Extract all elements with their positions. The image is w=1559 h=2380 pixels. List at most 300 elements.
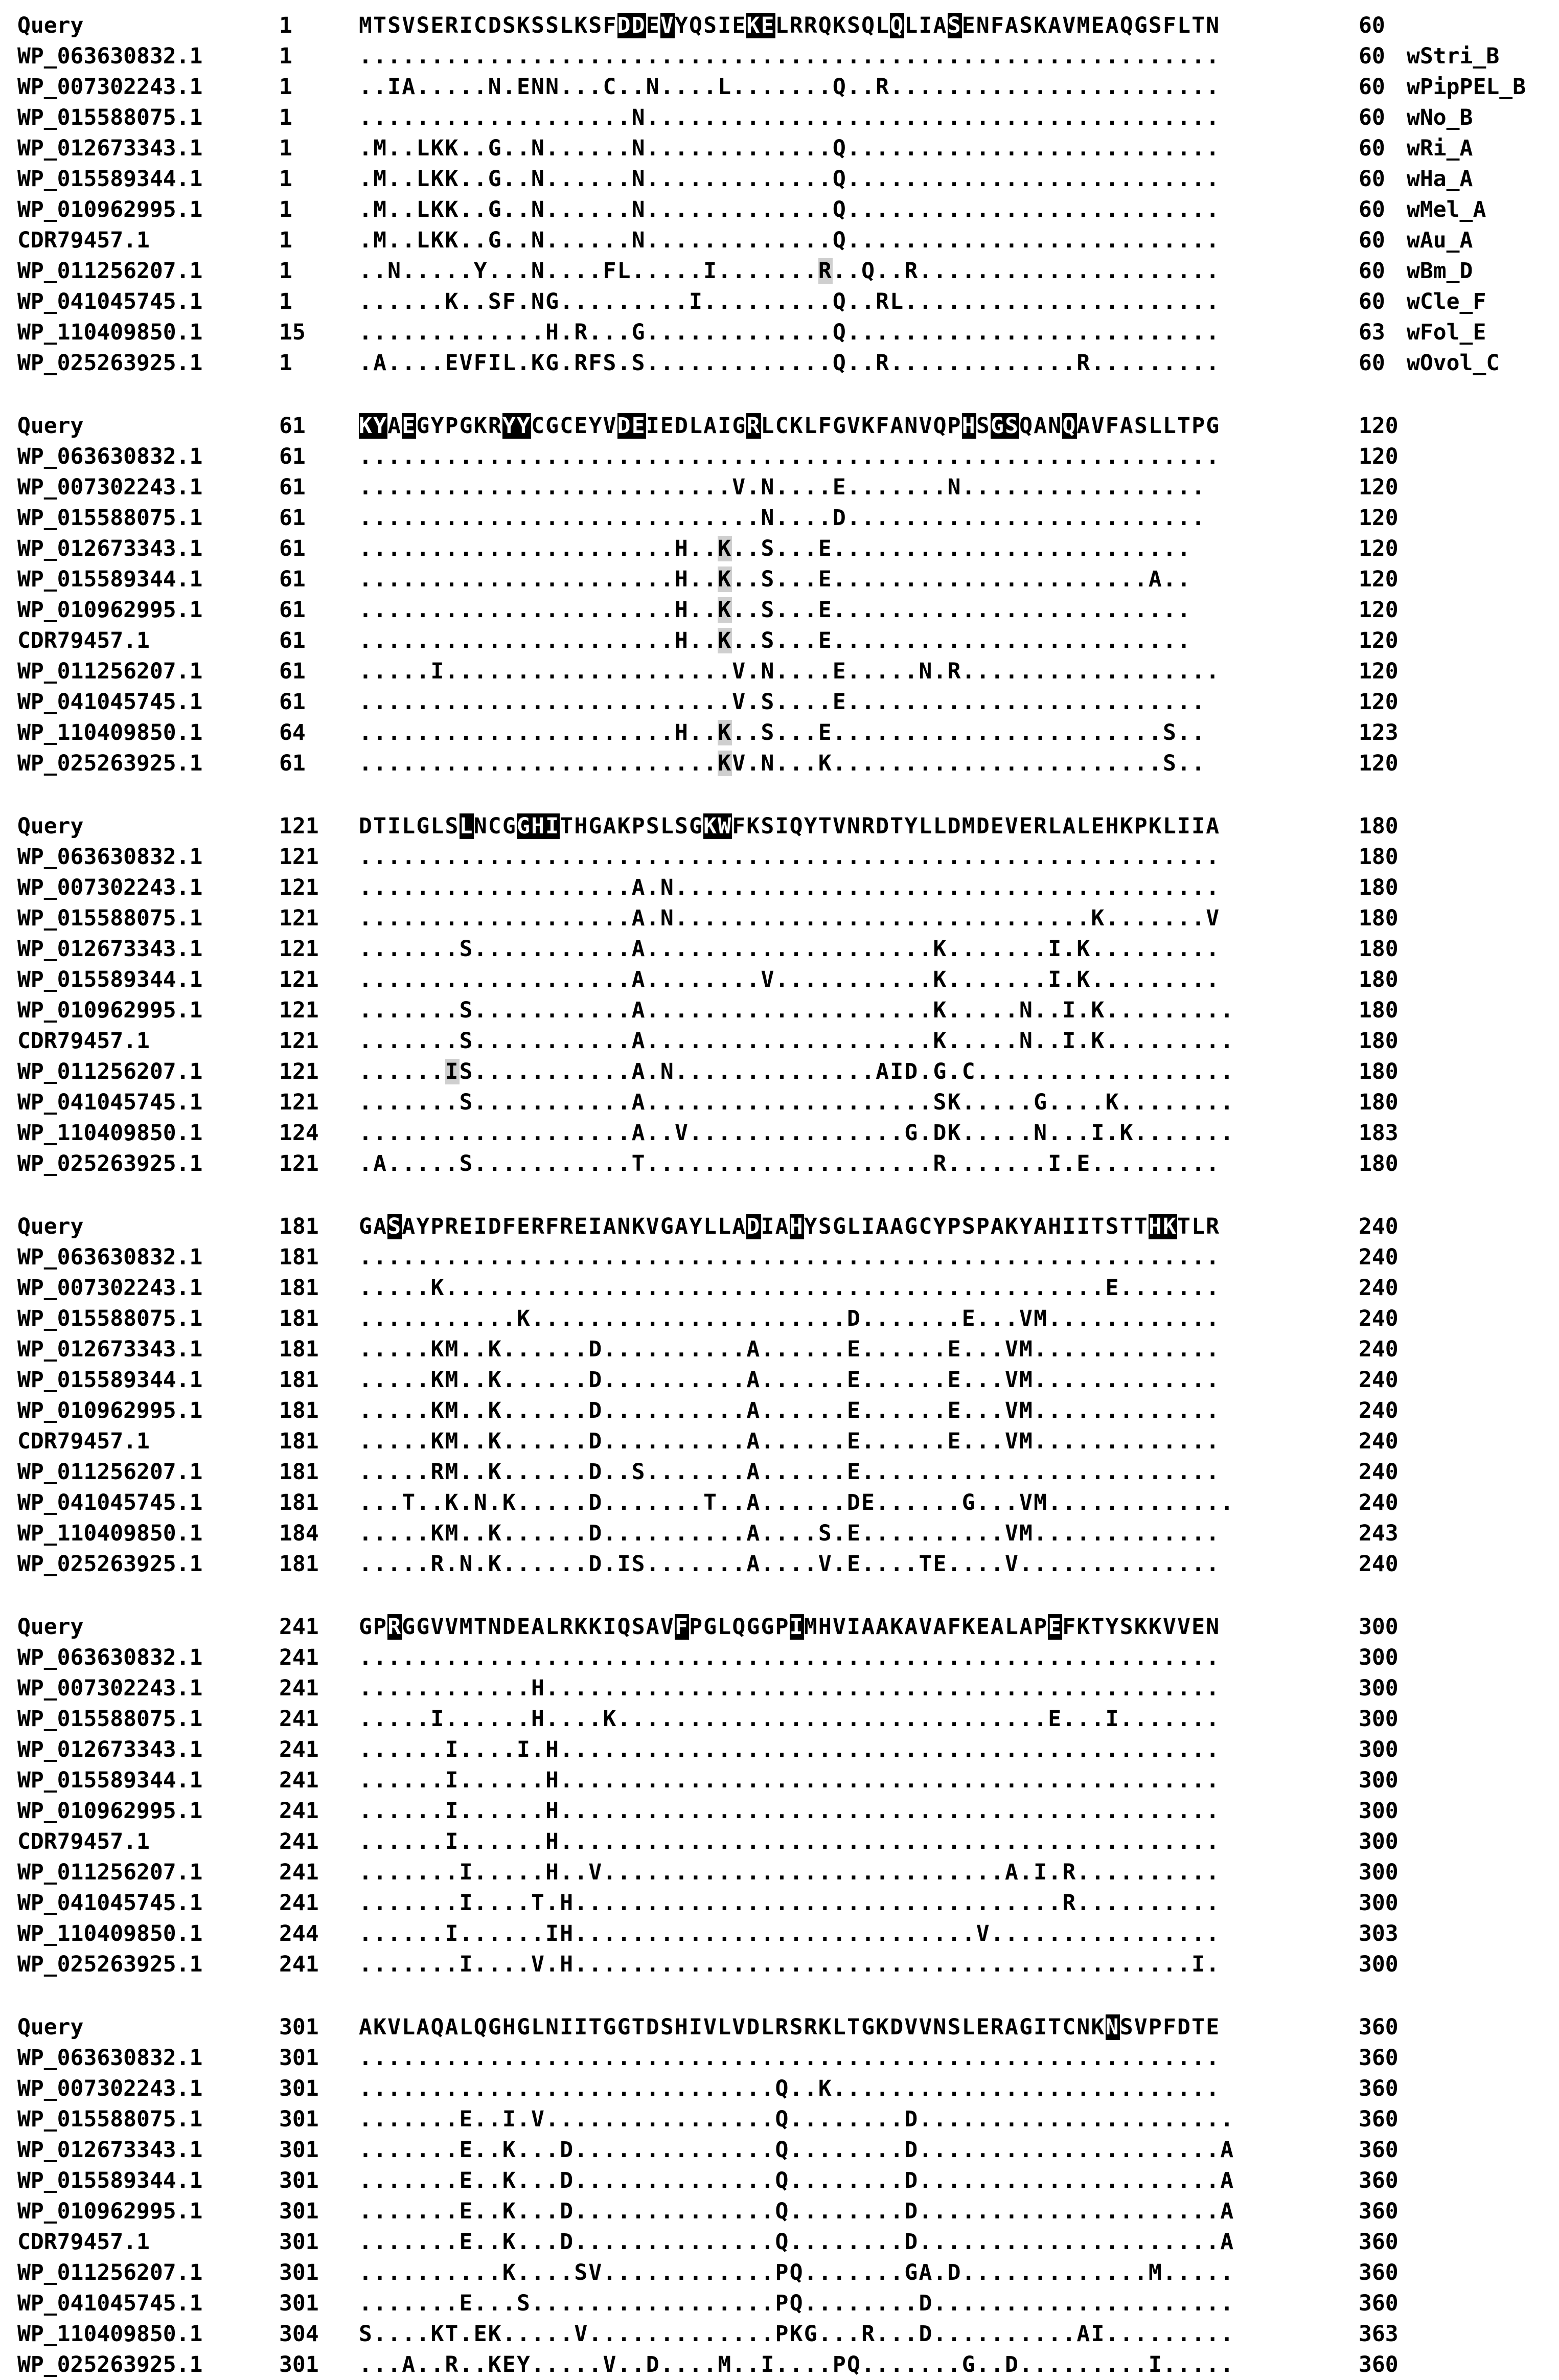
- sequence: ...................A........V...........K.......I.K.........: [359, 967, 1221, 992]
- sequence-id: WP_012673343.1: [17, 1737, 203, 1762]
- start-position: 301: [279, 2260, 319, 2285]
- sequence: ..N.....Y...N....FL.....I.......R..Q..R.....................: [359, 258, 1221, 284]
- alignment-row: [0, 2227, 1559, 2257]
- alignment-row: [0, 1918, 1559, 1949]
- highlighted-residue: S: [947, 13, 962, 38]
- strain-label: wAu_A: [1407, 228, 1473, 253]
- highlighted-residue: D: [617, 13, 632, 38]
- sequence-id: WP_041045745.1: [17, 1490, 203, 1515]
- sequence: GASAYPREIDFERFREIANKVGAYLLADIAHYSGLIAAGCYPSPAKYAHIITSTTHKTLR: [359, 1214, 1221, 1239]
- alignment-row: [0, 533, 1559, 564]
- sequence: .A....EVFIL.KG.RFS.S.............Q..R.............R.........: [359, 350, 1221, 376]
- sequence: .....KM..K......D..........A......E......E...VM.............: [359, 1398, 1221, 1423]
- sequence: .............H.R...G.............Q..........................: [359, 320, 1221, 345]
- shaded-residue: K: [718, 597, 732, 623]
- end-position: 240: [1359, 1367, 1398, 1393]
- sequence: ......................H..K..S...E.........................: [359, 536, 1192, 561]
- end-position: 360: [1359, 2352, 1398, 2377]
- strain-label: wHa_A: [1407, 166, 1473, 192]
- end-position: 60: [1359, 135, 1385, 161]
- alignment-row: [0, 1642, 1559, 1673]
- highlighted-residue: Q: [890, 13, 905, 38]
- alignment-row: [0, 225, 1559, 256]
- end-position: 240: [1359, 1398, 1398, 1423]
- highlighted-residue: HK: [1148, 1214, 1178, 1239]
- start-position: 1: [279, 166, 292, 192]
- end-position: 360: [1359, 2291, 1398, 2316]
- sequence: .........................KV.N...K.......................S..: [359, 751, 1206, 776]
- sequence: ......K..SF.NG.........I.........Q..RL......................: [359, 289, 1221, 314]
- sequence: GPRGGVVMTNDEALRKKIQSAVFPGLQGGPIMHVIAAKAVAFKEALAPEFKTYSKKVVEN: [359, 1614, 1221, 1640]
- start-position: 61: [279, 505, 306, 531]
- alignment-row: [0, 286, 1559, 317]
- sequence-id: WP_041045745.1: [17, 1090, 203, 1115]
- sequence-id: WP_010962995.1: [17, 197, 203, 222]
- alignment-row: [0, 1826, 1559, 1857]
- sequence: ............................N....D.........................: [359, 505, 1206, 531]
- alignment-row: [0, 872, 1559, 903]
- sequence: ......................H..K..S...E.........................: [359, 597, 1192, 623]
- sequence: ...................A.N......................................: [359, 875, 1221, 900]
- alignment-row: [0, 1734, 1559, 1765]
- alignment-row: [0, 1673, 1559, 1704]
- sequence-id: WP_025263925.1: [17, 1952, 203, 1977]
- start-position: 121: [279, 905, 319, 931]
- end-position: 243: [1359, 1521, 1398, 1546]
- sequence-id: CDR79457.1: [17, 1429, 150, 1454]
- end-position: 180: [1359, 875, 1398, 900]
- start-position: 1: [279, 105, 292, 130]
- sequence: .......S...........A....................K.....N..I.K.........: [359, 998, 1235, 1023]
- sequence-id: WP_010962995.1: [17, 2198, 203, 2224]
- start-position: 241: [279, 1890, 319, 1916]
- alignment-row: [0, 1796, 1559, 1826]
- start-position: 181: [279, 1214, 319, 1239]
- sequence: .......S...........A....................K.....N..I.K.........: [359, 1028, 1235, 1054]
- sequence: .A.....S...........T....................R.......I.E.........: [359, 1151, 1221, 1176]
- end-position: 360: [1359, 2106, 1398, 2132]
- sequence: ......I......IH............................V................: [359, 1921, 1221, 1946]
- sequence: DTILGLSLNCGGHITHGAKPSLSGKWFKSIQYTVNRDTYLLDMDEVERLALEHKPKLIIA: [359, 813, 1221, 839]
- sequence: .M..LKK..G..N......N.............Q..........................: [359, 166, 1221, 192]
- sequence-id: WP_015588075.1: [17, 1706, 203, 1732]
- highlighted-residue: N: [1105, 2014, 1120, 2040]
- start-position: 301: [279, 2106, 319, 2132]
- sequence: .......E...S.................PQ........D.....................: [359, 2291, 1235, 2316]
- query-row: [0, 411, 1559, 441]
- start-position: 301: [279, 2168, 319, 2193]
- sequence: ......I......H..............................................: [359, 1829, 1221, 1854]
- sequence-id: Query: [17, 13, 84, 38]
- start-position: 121: [279, 813, 319, 839]
- end-position: 180: [1359, 1090, 1398, 1115]
- highlighted-residue: KE: [746, 13, 775, 38]
- sequence: ..........................V.S....E.........................: [359, 689, 1206, 715]
- end-position: 180: [1359, 1059, 1398, 1084]
- sequence-id: WP_015589344.1: [17, 566, 203, 592]
- start-position: 241: [279, 1706, 319, 1732]
- sequence-id: WP_110409850.1: [17, 320, 203, 345]
- alignment-row: [0, 72, 1559, 102]
- sequence: .M..LKK..G..N......N.............Q..........................: [359, 135, 1221, 161]
- start-position: 181: [279, 1306, 319, 1331]
- start-position: 241: [279, 1860, 319, 1885]
- start-position: 15: [279, 320, 306, 345]
- start-position: 241: [279, 1645, 319, 1670]
- sequence-id: WP_011256207.1: [17, 659, 203, 684]
- start-position: 121: [279, 967, 319, 992]
- start-position: 301: [279, 2229, 319, 2255]
- end-position: 363: [1359, 2321, 1398, 2347]
- end-position: 300: [1359, 1952, 1398, 1977]
- end-position: 240: [1359, 1306, 1398, 1331]
- end-position: 120: [1359, 597, 1398, 623]
- sequence: .......I....T.H..................................R..........: [359, 1890, 1221, 1916]
- end-position: 240: [1359, 1336, 1398, 1362]
- alignment-row: [0, 133, 1559, 164]
- sequence: ...T..K.N.K.....D.......T..A......DE......G...VM.............: [359, 1490, 1235, 1515]
- highlighted-residue: YY: [502, 413, 532, 439]
- strain-label: wOvol_C: [1407, 350, 1500, 376]
- sequence-id: CDR79457.1: [17, 228, 150, 253]
- start-position: 64: [279, 720, 306, 745]
- alignment-row: [0, 934, 1559, 964]
- end-position: 120: [1359, 474, 1398, 500]
- sequence: .....KM..K......D..........A......E......E...VM.............: [359, 1429, 1221, 1454]
- alignment-row: [0, 2135, 1559, 2165]
- end-position: 120: [1359, 536, 1398, 561]
- start-position: 1: [279, 228, 292, 253]
- start-position: 181: [279, 1275, 319, 1301]
- end-position: 240: [1359, 1214, 1398, 1239]
- sequence-id: Query: [17, 1214, 84, 1239]
- start-position: 301: [279, 2076, 319, 2101]
- sequence: ...A..R..KEY.....V..D....M..I....PQ.......G..D.........I.....: [359, 2352, 1235, 2377]
- end-position: 180: [1359, 998, 1398, 1023]
- sequence-id: WP_110409850.1: [17, 720, 203, 745]
- alignment-row: [0, 995, 1559, 1026]
- query-row: [0, 1612, 1559, 1642]
- alignment-row: [0, 1365, 1559, 1395]
- end-position: 240: [1359, 1275, 1398, 1301]
- sequence-id: WP_015588075.1: [17, 2106, 203, 2132]
- sequence-id: WP_110409850.1: [17, 1521, 203, 1546]
- alignment-row: [0, 1487, 1559, 1518]
- start-position: 124: [279, 1120, 319, 1146]
- end-position: 303: [1359, 1921, 1398, 1946]
- sequence: .....KM..K......D..........A....S.E..........VM.............: [359, 1521, 1221, 1546]
- alignment-row: [0, 1334, 1559, 1365]
- sequence-id: WP_015589344.1: [17, 1767, 203, 1793]
- alignment-row: [0, 717, 1559, 748]
- sequence: .....RM..K......D..S.......A......E.........................: [359, 1459, 1221, 1485]
- sequence: .......E..K...D..............Q........D.....................A: [359, 2229, 1235, 2255]
- sequence-id: CDR79457.1: [17, 1829, 150, 1854]
- end-position: 63: [1359, 320, 1385, 345]
- highlighted-residue: R: [746, 413, 761, 439]
- alignment-row: [0, 503, 1559, 533]
- sequence-id: Query: [17, 1614, 84, 1640]
- sequence: .......E..K...D..............Q........D.....................A: [359, 2168, 1235, 2193]
- start-position: 121: [279, 1151, 319, 1176]
- start-position: 301: [279, 2198, 319, 2224]
- end-position: 180: [1359, 813, 1398, 839]
- sequence-id: WP_063630832.1: [17, 43, 203, 69]
- sequence: ......................H..K..S...E.......................S..: [359, 720, 1206, 745]
- end-position: 240: [1359, 1551, 1398, 1577]
- shaded-residue: K: [718, 720, 732, 745]
- sequence: KYAEGYPGKRYYCGCEYVDEIEDLAIGRLCKLFGVKFANVQPHSGSQANQAVFASLLTPG: [359, 413, 1221, 439]
- highlighted-residue: Q: [1062, 413, 1077, 439]
- sequence-id: WP_110409850.1: [17, 2321, 203, 2347]
- start-position: 61: [279, 628, 306, 653]
- alignment-row: [0, 564, 1559, 595]
- sequence-id: WP_011256207.1: [17, 1860, 203, 1885]
- start-position: 181: [279, 1551, 319, 1577]
- alignment-row: [0, 1457, 1559, 1487]
- alignment-row: [0, 164, 1559, 194]
- end-position: 300: [1359, 1860, 1398, 1885]
- sequence: ...................A.N.............................K.......V: [359, 905, 1221, 931]
- sequence-id: WP_011256207.1: [17, 2260, 203, 2285]
- end-position: 60: [1359, 289, 1385, 314]
- end-position: 180: [1359, 1028, 1398, 1054]
- end-position: 300: [1359, 1675, 1398, 1701]
- start-position: 61: [279, 659, 306, 684]
- strain-label: wNo_B: [1407, 105, 1473, 130]
- start-position: 1: [279, 258, 292, 284]
- end-position: 360: [1359, 2260, 1398, 2285]
- sequence-id: WP_011256207.1: [17, 258, 203, 284]
- sequence: ............................................................: [359, 844, 1221, 870]
- highlighted-residue: GS: [990, 413, 1020, 439]
- start-position: 301: [279, 2352, 319, 2377]
- start-position: 244: [279, 1921, 319, 1946]
- sequence-id: WP_015588075.1: [17, 905, 203, 931]
- shaded-residue: K: [718, 628, 732, 653]
- end-position: 180: [1359, 844, 1398, 870]
- start-position: 1: [279, 197, 292, 222]
- end-position: 60: [1359, 13, 1385, 38]
- start-position: 121: [279, 1059, 319, 1084]
- sequence: .......S...........A....................SK.....G....K........: [359, 1090, 1235, 1115]
- alignment-row: [0, 656, 1559, 687]
- strain-label: wFol_E: [1407, 320, 1486, 345]
- sequence-id: Query: [17, 2014, 84, 2040]
- alignment-row: [0, 1857, 1559, 1888]
- sequence: .......I....V.H...........................................I.: [359, 1952, 1221, 1977]
- start-position: 181: [279, 1336, 319, 1362]
- sequence: S....KT.EK.....V.............PKG...R...D..........AI.........: [359, 2321, 1235, 2347]
- sequence: ......................H..K..S...E.........................: [359, 628, 1192, 653]
- sequence: .....R.N.K......D.IS.......A....V.E....TE....V..............: [359, 1551, 1221, 1577]
- start-position: 1: [279, 289, 292, 314]
- sequence: ......I......H..............................................: [359, 1767, 1221, 1793]
- alignment-row: [0, 1273, 1559, 1303]
- sequence-id: WP_007302243.1: [17, 1275, 203, 1301]
- start-position: 241: [279, 1952, 319, 1977]
- sequence: ............................................................: [359, 444, 1221, 469]
- start-position: 121: [279, 998, 319, 1023]
- start-position: 184: [279, 1521, 319, 1546]
- alignment-row: [0, 1118, 1559, 1148]
- highlighted-residue: KY: [359, 413, 388, 439]
- end-position: 60: [1359, 258, 1385, 284]
- start-position: 61: [279, 597, 306, 623]
- highlighted-residue: R: [387, 1614, 402, 1640]
- end-position: 300: [1359, 1829, 1398, 1854]
- alignment-row: [0, 317, 1559, 348]
- start-position: 121: [279, 936, 319, 962]
- query-row: [0, 2012, 1559, 2043]
- sequence: .......E..K...D..............Q........D.....................A: [359, 2198, 1235, 2224]
- end-position: 300: [1359, 1767, 1398, 1793]
- end-position: 180: [1359, 967, 1398, 992]
- start-position: 181: [279, 1429, 319, 1454]
- sequence-id: WP_041045745.1: [17, 689, 203, 715]
- sequence-id: WP_041045745.1: [17, 289, 203, 314]
- end-position: 120: [1359, 689, 1398, 715]
- alignment-row: [0, 625, 1559, 656]
- sequence-id: WP_007302243.1: [17, 474, 203, 500]
- sequence: .....I....................V.N....E.....N.R..................: [359, 659, 1221, 684]
- start-position: 121: [279, 1090, 319, 1115]
- end-position: 120: [1359, 566, 1398, 592]
- sequence-id: WP_025263925.1: [17, 350, 203, 376]
- end-position: 60: [1359, 166, 1385, 192]
- alignment-row: [0, 41, 1559, 72]
- end-position: 180: [1359, 1151, 1398, 1176]
- sequence-id: CDR79457.1: [17, 628, 150, 653]
- start-position: 1: [279, 43, 292, 69]
- alignment-row: [0, 595, 1559, 625]
- start-position: 181: [279, 1398, 319, 1423]
- end-position: 240: [1359, 1244, 1398, 1270]
- alignment-row: [0, 1765, 1559, 1796]
- sequence-id: WP_063630832.1: [17, 1244, 203, 1270]
- start-position: 301: [279, 2045, 319, 2071]
- sequence-id: WP_063630832.1: [17, 2045, 203, 2071]
- sequence-id: WP_063630832.1: [17, 444, 203, 469]
- alignment-row: [0, 1518, 1559, 1549]
- start-position: 121: [279, 1028, 319, 1054]
- alignment-row: [0, 748, 1559, 779]
- end-position: 300: [1359, 1614, 1398, 1640]
- query-row: [0, 10, 1559, 41]
- alignment-row: [0, 1549, 1559, 1579]
- sequence: ..........K....SV............PQ.......GA.D.............M.....: [359, 2260, 1235, 2285]
- query-row: [0, 811, 1559, 842]
- sequence-id: WP_015589344.1: [17, 166, 203, 192]
- end-position: 120: [1359, 628, 1398, 653]
- sequence-id: WP_007302243.1: [17, 875, 203, 900]
- sequence: .....I......H....K..............................E...I.......: [359, 1706, 1221, 1732]
- sequence: .M..LKK..G..N......N.............Q..........................: [359, 197, 1221, 222]
- sequence: ............................................................: [359, 2045, 1221, 2071]
- highlighted-residue: GHI: [516, 813, 560, 839]
- alignment-row: [0, 2165, 1559, 2196]
- end-position: 180: [1359, 905, 1398, 931]
- alignment-row: [0, 964, 1559, 995]
- highlighted-residue: V: [660, 13, 675, 38]
- end-position: 60: [1359, 74, 1385, 100]
- sequence: ......................H..K..S...E......................A..: [359, 566, 1192, 592]
- start-position: 241: [279, 1829, 319, 1854]
- alignment-row: [0, 1949, 1559, 1980]
- alignment-row: [0, 256, 1559, 286]
- alignment-row: [0, 2288, 1559, 2319]
- start-position: 1: [279, 350, 292, 376]
- alignment-row: [0, 194, 1559, 225]
- end-position: 60: [1359, 228, 1385, 253]
- sequence-id: WP_041045745.1: [17, 1890, 203, 1916]
- sequence: ......I....I.H..............................................: [359, 1737, 1221, 1762]
- start-position: 61: [279, 413, 306, 439]
- alignment-row: [0, 1704, 1559, 1734]
- sequence-id: WP_007302243.1: [17, 2076, 203, 2101]
- end-position: 183: [1359, 1120, 1398, 1146]
- strain-label: wBm_D: [1407, 258, 1473, 284]
- highlighted-residue: L: [459, 813, 474, 839]
- end-position: 300: [1359, 1798, 1398, 1824]
- sequence-id: WP_015589344.1: [17, 1367, 203, 1393]
- sequence: ......I......H..............................................: [359, 1798, 1221, 1824]
- alignment-row: [0, 2196, 1559, 2227]
- start-position: 181: [279, 1459, 319, 1485]
- sequence-id: WP_110409850.1: [17, 1921, 203, 1946]
- end-position: 300: [1359, 1737, 1398, 1762]
- sequence: .......S...........A....................K.......I.K.........: [359, 936, 1221, 962]
- start-position: 301: [279, 2137, 319, 2163]
- end-position: 60: [1359, 105, 1385, 130]
- sequence: .......E..I.V................Q........D......................: [359, 2106, 1235, 2132]
- sequence-id: WP_063630832.1: [17, 1645, 203, 1670]
- start-position: 61: [279, 536, 306, 561]
- highlighted-residue: E: [1048, 1614, 1063, 1640]
- highlighted-residue: KW: [703, 813, 732, 839]
- sequence-id: WP_010962995.1: [17, 1398, 203, 1423]
- strain-label: wCle_F: [1407, 289, 1486, 314]
- alignment-row: [0, 1303, 1559, 1334]
- strain-label: wRi_A: [1407, 135, 1473, 161]
- start-position: 121: [279, 875, 319, 900]
- strain-label: wPipPEL_B: [1407, 74, 1526, 100]
- alignment-row: [0, 2257, 1559, 2288]
- end-position: 360: [1359, 2168, 1398, 2193]
- alignment-row: [0, 472, 1559, 503]
- end-position: 180: [1359, 936, 1398, 962]
- sequence-id: WP_012673343.1: [17, 1336, 203, 1362]
- sequence-id: WP_063630832.1: [17, 844, 203, 870]
- sequence-id: WP_110409850.1: [17, 1120, 203, 1146]
- alignment-row: [0, 1426, 1559, 1457]
- sequence: ...................N........................................: [359, 105, 1221, 130]
- sequence: .....KM..K......D..........A......E......E...VM.............: [359, 1336, 1221, 1362]
- sequence-id: WP_012673343.1: [17, 135, 203, 161]
- start-position: 241: [279, 1767, 319, 1793]
- sequence: .............................Q..K...........................: [359, 2076, 1221, 2101]
- highlighted-residue: F: [674, 1614, 690, 1640]
- alignment-row: [0, 903, 1559, 934]
- end-position: 300: [1359, 1645, 1398, 1670]
- alignment-row: [0, 348, 1559, 378]
- start-position: 181: [279, 1244, 319, 1270]
- end-position: 360: [1359, 2198, 1398, 2224]
- sequence: ...................A..V...............G.DK.....N...I.K.......: [359, 1120, 1235, 1146]
- sequence-id: WP_015589344.1: [17, 2168, 203, 2193]
- sequence-id: WP_025263925.1: [17, 1551, 203, 1577]
- start-position: 61: [279, 689, 306, 715]
